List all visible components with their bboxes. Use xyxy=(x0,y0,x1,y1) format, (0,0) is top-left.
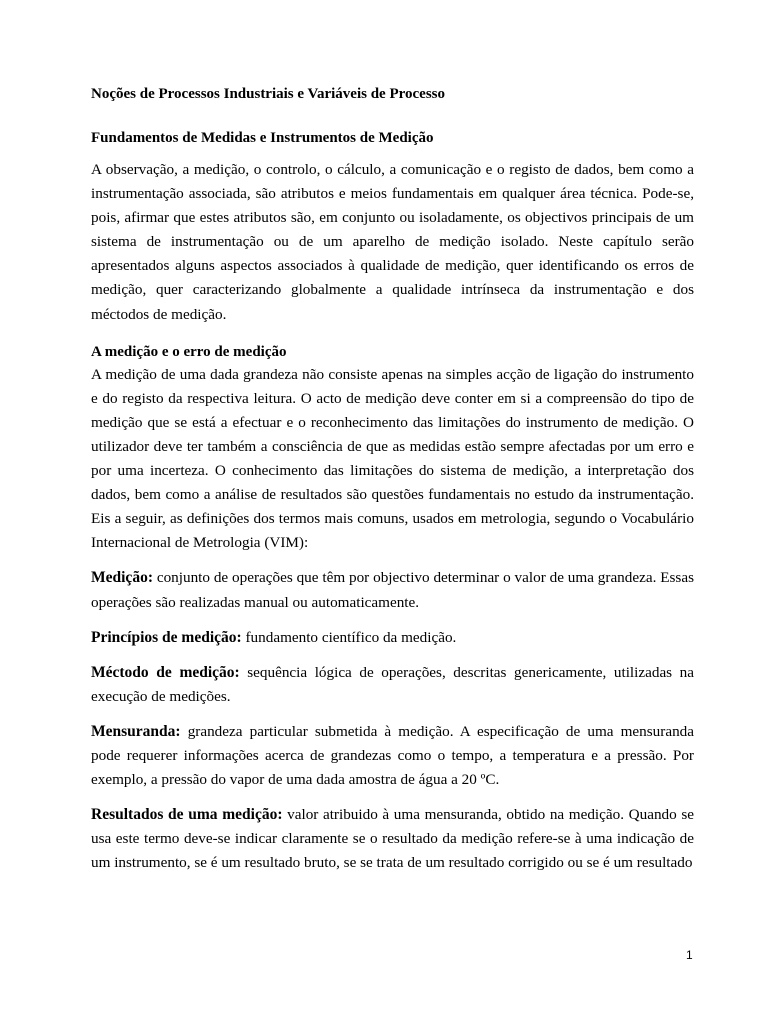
page-number: 1 xyxy=(686,948,693,962)
definition-metodo xyxy=(91,661,694,709)
definition-principios xyxy=(91,626,694,650)
definition-text: fundamento científico da medição. xyxy=(241,628,457,646)
definition-resultados xyxy=(91,803,694,875)
definition-term: Resultados de uma medição: xyxy=(91,806,283,824)
intro-paragraph: A observação, a medição, o controlo, o cálculo, a comunicação e o registo de dados, bem como a instrumentação associada, são atributos e meios fundamentais em qualquer área técnica. Pode-se, pois, afirmar que estes atributos são, em conjunto ou isoladamente, os objectivos principais de um sistema de instrumentação ou de um aparelho de medição isolado. Neste capítulo serão apresentados alguns aspectos associados à qualidade de medição, quer identificando os erros de medição, quer caracterizando globalmente a qualidade intrínseca da instrumentação e dos méctodos de medição. xyxy=(91,161,694,323)
definition-text: valor atribuido à uma mensuranda, obtido na medição. Quando se usa este termo deve-se indicar claramente se o resultado da medição refere-se à uma indicação de um instrumento, se é um resultado bruto, se se trata de um resultado corrigido ou se é um resultado xyxy=(91,806,695,872)
definition-term: Princípios de medição: xyxy=(91,628,242,646)
definition-term: Medição: xyxy=(91,569,153,587)
definition-mensuranda xyxy=(91,720,694,792)
definition-text: sequência lógica de operações, descritas genericamente, utilizadas na execução de medições. xyxy=(91,663,694,705)
definition-text: conjunto de operações que têm por objectivo determinar o valor de uma grandeza. Essas operações são realizadas manual ou automaticamente. xyxy=(91,569,694,611)
definition-medicao xyxy=(91,566,694,614)
definition-term: Mensuranda: xyxy=(91,722,181,740)
definition-text: grandeza particular submetida à medição. A especificação de uma mensuranda pode requerer informações acerca de grandezas como o tempo, a temperatura e a pressão. Por exemplo, a pressão do vapor de uma dada amostra de água a 20 ºC. xyxy=(91,722,694,789)
definition-term: Méctodo de medição: xyxy=(91,663,240,681)
document-page xyxy=(91,84,694,875)
section-paragraph: A medição de uma dada grandeza não consiste apenas na simples acção de ligação do instrumento e do registo da respectiva leitura. O acto de medição deve conter em si a compreensão do tipo de medição que se está a efectuar e o reconhecimento das limitações do instrumento de medição. O utilizador deve ter também a consciência de que as medidas estão sempre afectadas por um erro e por uma incerteza. O conhecimento das limitações do sistema de medição, a interpretação dos dados, bem como a análise de resultados são questões fundamentais no estudo da instrumentação. Eis a seguir, as definições dos termos mais comuns, usados em metrologia, segundo o Vocabulário Internacional de Metrologia (VIM): xyxy=(91,365,694,552)
document-title: Noções de Processos Industriais e Variáveis de Processo xyxy=(91,86,446,102)
document-subtitle: Fundamentos de Medidas e Instrumentos de Medição xyxy=(91,130,434,146)
section-heading: A medição e o erro de medição xyxy=(91,343,287,360)
